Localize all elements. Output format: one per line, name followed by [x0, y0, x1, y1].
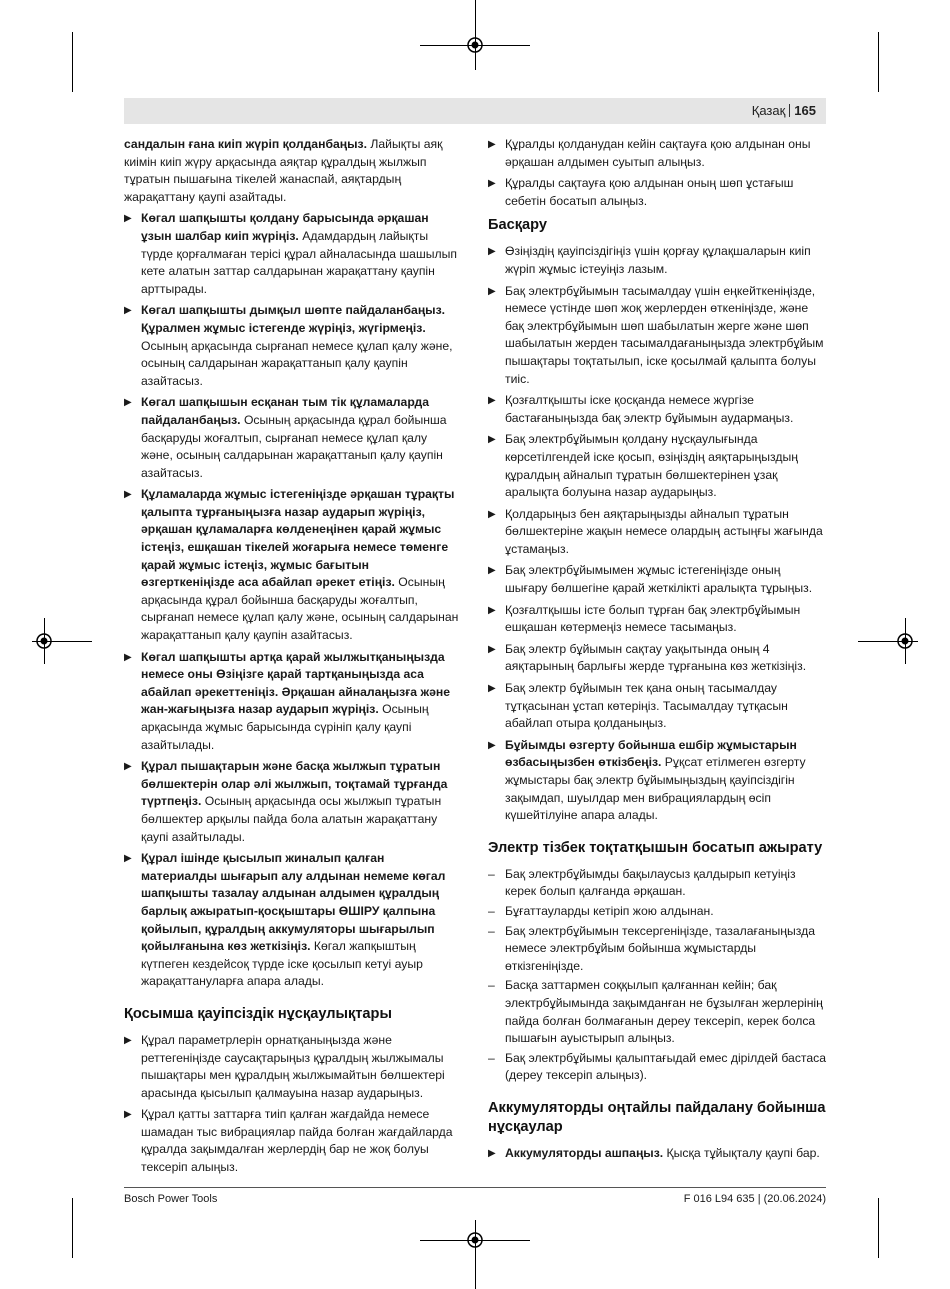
right-bullet-list-top — [488, 136, 826, 210]
bullet-arrow-icon: ▶ — [488, 434, 496, 446]
dash-text: Бақ электрбұйымы қалыптағыдай емес дірілдей бастаса (дереу тексеріп алыңыз). — [505, 1050, 827, 1083]
dash-item — [488, 866, 826, 901]
bullet-arrow-icon: ▶ — [124, 1034, 132, 1046]
dash-text: Басқа заттармен соққылып қалғаннан кейін; бақ электрбұйымында зақымданған не бұзылған жерлерінің пайда болған болмағанын дереу тексеріп, керек болса пышағын ауыстырып алыңыз. — [505, 978, 823, 1046]
dash-item — [488, 977, 826, 1047]
bullet-item — [124, 486, 462, 644]
bullet-bold-text: Көгал шапқышты қолдану барысында әрқашан ұзын шалбар киіп жүріңіз. — [141, 211, 429, 243]
intro-paragraph — [124, 136, 462, 206]
bullet-text: Бақ электр бұйымын сақтау уақытында оның 4 аяқтарының барлығы жерде тұрғанына көз жеткізіңіз. — [505, 641, 807, 674]
battery-bullet-list — [488, 1145, 826, 1163]
right-column — [488, 136, 826, 1167]
bullet-item — [124, 210, 462, 298]
bullet-arrow-icon: ▶ — [124, 853, 132, 865]
bullet-item — [124, 758, 462, 846]
bullet-item — [124, 649, 462, 755]
bullet-item — [488, 680, 826, 733]
dash-text: Бақ электрбұйымын тексергеніңізде, тазалағаныңызда немесе электрбұйым бойынша жұмыстарды өткізгеніңізде. — [505, 923, 815, 973]
header-text — [752, 103, 816, 119]
bullet-arrow-icon: ▶ — [488, 683, 496, 695]
bullet-item — [488, 136, 826, 171]
bullet-arrow-icon: ▶ — [488, 739, 496, 751]
bullet-bold-text: Құрал ішінде қысылып жиналып қалған материалды шығарып алу алдынан немеме көгал шапқышты тазалау алдынан алдымен құралдың барлық ажыратып-қосқыштары ӨШІРУ қалпына қойылып, құралдың аккумуляторы шығарылып қойылғанына көз жеткізіңіз. — [141, 851, 446, 954]
header-language: Қазақ — [751, 103, 786, 118]
footer-rule — [124, 1187, 826, 1188]
left-bullet-list-2 — [124, 1032, 462, 1177]
bullet-text: Осының арқасында сырғанап немесе құлап қалу және, осының салдарынан жарақаттанып қалу қаупін азайтасыз. — [141, 338, 453, 388]
bullet-arrow-icon: ▶ — [124, 1109, 132, 1121]
crop-mark — [72, 1198, 73, 1258]
bullet-item — [488, 283, 826, 389]
page-header — [124, 98, 826, 124]
dash-item — [488, 923, 826, 976]
bullet-text: Рұқсат етілмеген өзгерту жұмыстары бақ электр бұйымыңыздың қауіпсіздігін зақымдап, шуылдар мен вибрациялардың өсіп күшейтілуіне апара алады. — [505, 755, 806, 823]
bullet-text: Осының арқасында жұмыс барысында сүрініп қалу қаупі азайтылады. — [141, 702, 429, 752]
bullet-text: Осының арқасында құрал бойынша басқаруды жоғалтып, сырғанап немесе құлап қалу және, осының салдарынан жарақаттанып қалу қаупін азайтасыз. — [141, 412, 447, 480]
bullet-text: Бақ электр бұйымын тек қана оның тасымалдау тұтқасынан ұстап көтеріңіз. Тасымалдау тұтқасын абайлап отыра қолданыңыз. — [505, 681, 788, 731]
bullet-item — [488, 1145, 826, 1163]
bullet-bold-text: Құламаларда жұмыс істегеніңізде әрқашан тұрақты қалыпта тұрғаныңызға назар аударып жүріңіз, әрқашан құламаларға көлденеңінен қарай жұмыс істеңіз, ешқашан тікелей жоғарыға немесе төменге қарай жұмыс істеңіз, жұмыс бағытын өзгерткеніңізде аса абайлап әрекет етіңіз. — [141, 487, 455, 590]
dash-item — [488, 903, 826, 921]
bullet-arrow-icon: ▶ — [488, 139, 496, 150]
left-column — [124, 136, 462, 1181]
disconnect-dash-list — [488, 866, 826, 1085]
bullet-arrow-icon: ▶ — [488, 1147, 496, 1159]
crop-mark — [878, 32, 879, 92]
bullet-item — [488, 602, 826, 637]
bullet-text: Адамдардың лайықты түрде қорғалмаған терісі құрал айналасында шашылып кете алатын заттар салдарынан жарақаттану қаупін арттырады. — [141, 228, 457, 296]
bullet-text: Құралды сақтауға қою алдынан оның шөп ұстағыш себетін босатып алыңыз. — [505, 176, 794, 208]
bullet-item — [124, 302, 462, 390]
header-separator — [789, 104, 790, 117]
bullet-text: Қысқа тұйықталу қаупі бар. — [663, 1145, 820, 1160]
bullet-arrow-icon: ▶ — [124, 651, 132, 663]
footer-brand: Bosch Power Tools — [124, 1193, 218, 1205]
bullet-item — [488, 562, 826, 597]
bullet-arrow-icon: ▶ — [124, 213, 132, 225]
registration-mark-icon — [465, 1230, 485, 1250]
left-bullet-list — [124, 210, 462, 991]
dash-marker: – — [488, 903, 495, 918]
bullet-item — [124, 1106, 462, 1176]
dash-text: Бұғаттауларды кетіріп жою алдынан. — [505, 903, 714, 918]
bullet-item — [488, 641, 826, 676]
bullet-text: Бақ электрбұйымын қолдану нұсқаулығында көрсетілгендей іске қосып, өзіңіздің аяқтарыңыздың құралдың айналып тұратын бөлшектерінен ұзақ аралықта болуына назар аударыңыз. — [505, 432, 798, 500]
bullet-arrow-icon: ▶ — [488, 178, 496, 190]
bullet-bold-text: Аккумуляторды ашпаңыз. — [505, 1145, 664, 1160]
control-bullet-list — [488, 243, 826, 824]
bullet-arrow-icon: ▶ — [488, 643, 496, 655]
bullet-text: Көгал жапқыштың күтпеген кездейсоқ түрде іске қосылып кетуі ауыр жарақаттануларға апара алады. — [141, 939, 423, 989]
bullet-text: Құралды қолданудан кейін сақтауға қою алдынан оны әрқашан алдымен суытып алыңыз. — [505, 137, 811, 169]
bullet-item — [488, 431, 826, 501]
bullet-text: Бақ электрбұйымымен жұмыс істегеніңізде оның шығару бөлшегіне қарай жеткілікті аралықта тұрыңыз. — [505, 563, 813, 596]
bullet-text: Құрал параметрлерін орнатқаныңызда және реттегеніңізде саусақтарыңыз құралдың жылжымалы пышақтары мен құралдың жылжымайтын бөлшектері арасында қысылып қалмауына назар аударыңыз. — [141, 1032, 445, 1100]
bullet-text: Осының арқасында осы жылжып тұратын бөлшектер арқылы пайда бола алатын жарақаттану қаупі азайтылады. — [141, 794, 442, 844]
bullet-item — [124, 394, 462, 482]
registration-mark-icon — [465, 35, 485, 55]
bullet-bold-text: Құрал пышақтарын және басқа жылжып тұратын бөлшектерін олар әлі жылжып, тоқтамай тұрғанда түртпеңіз. — [141, 759, 448, 809]
crop-mark — [72, 32, 73, 92]
bullet-arrow-icon: ▶ — [488, 604, 496, 616]
bullet-item — [488, 175, 826, 210]
bullet-arrow-icon: ▶ — [488, 565, 496, 577]
bullet-bold-text: Бұйымды өзгерту бойынша ешбір жұмыстарын өзбасыңызбен өткізбеңіз. — [505, 737, 797, 770]
footer-doc-number: F 016 L94 635 | (20.06.2024) — [683, 1193, 826, 1205]
bullet-item — [124, 850, 462, 991]
bullet-item — [488, 392, 826, 427]
dash-marker: – — [488, 1050, 495, 1065]
bullet-arrow-icon: ▶ — [488, 395, 496, 407]
bullet-text: Осының арқасында құрал бойынша басқаруды жоғалтып, сырғанап немесе құлап қалу және, осының салдарынан жарақаттанып қалу қаупін азайтасыз. — [141, 575, 459, 643]
dash-marker: – — [488, 866, 495, 881]
registration-mark-icon — [895, 631, 915, 651]
page-number: 165 — [794, 103, 816, 118]
crop-mark — [878, 1198, 879, 1258]
bullet-arrow-icon: ▶ — [488, 285, 496, 297]
bullet-item — [124, 1032, 462, 1102]
dash-text: Бақ электрбұйымды бақылаусыз қалдырып кетуіңіз керек болып қалғанда әрқашан. — [505, 866, 796, 899]
section-title-control: Басқару — [488, 217, 547, 234]
bullet-text: Қозғалтқышы істе болып тұрған бақ электрбұйымын ешқашан көтермеңіз немесе тасымаңыз. — [505, 602, 801, 635]
bullet-bold-text: Көгал шапқышты дымқыл шөпте пайдаланбаңыз. Құралмен жұмыс істегенде жүріңіз, жүгірмеңіз. — [141, 303, 446, 335]
bullet-item — [488, 243, 826, 278]
registration-mark-icon — [34, 631, 54, 651]
section-title-battery: Аккумуляторды оңтайлы пайдалану бойынша нұсқаулар — [488, 1099, 826, 1135]
dash-marker: – — [488, 923, 495, 938]
bullet-arrow-icon: ▶ — [124, 397, 132, 409]
bullet-text: Өзіңіздің қауіпсіздігіңіз үшін қорғау құлақшаларын киіп жүріп жұмыс істеуіңіз лазым. — [505, 244, 811, 276]
bullet-item — [488, 506, 826, 559]
bullet-text: Қозғалтқышты іске қосқанда немесе жүргізе бастағаныңызда бақ электр бұйымын аудармаңыз. — [505, 393, 794, 425]
bullet-arrow-icon: ▶ — [488, 508, 496, 520]
bullet-arrow-icon: ▶ — [124, 761, 132, 773]
bullet-text: Құрал қатты заттарға тиіп қалған жағдайда немесе шамадан тыс вибрациялар пайда болған жағдайларда құралда зақымдалған жерлердің бар не жоқ болуы тексеріп алыңыз. — [141, 1107, 453, 1175]
bullet-text: Бақ электрбұйымын тасымалдау үшін еңкейткеніңізде, немесе үстінде шөп жоқ жерлерден өткеніңізде, және бақ электрбұйымын шөп шабылатын жерге және шөп шабылатын жерден тасымалдағаныңызда электрбұйым пышақтары тоқтатылып, іске қосылмай қалыпта болуы тиіс. — [505, 283, 824, 386]
bullet-arrow-icon: ▶ — [124, 489, 132, 501]
bullet-item — [488, 737, 826, 825]
bullet-bold-text: Көгал шапқышты артқа қарай жылжытқаныңызда немесе оны Өзіңізге қарай тартқаныңызда аса абайлап әрекеттеніңіз. Әрқашан айналаңызға және жан-жағыңызға назар аударып жүріңіз. — [141, 649, 451, 717]
section-title-disconnect: Электр тізбек тоқтатқышын босатып ажырату — [488, 839, 823, 856]
bullet-arrow-icon: ▶ — [124, 305, 132, 317]
bullet-arrow-icon: ▶ — [488, 246, 496, 258]
section-title-additional-safety: Қосымша қауіпсіздік нұсқаулықтары — [124, 1005, 392, 1022]
dash-marker: – — [488, 978, 495, 993]
intro-bold: сандалын ғана киіп жүріп қолданбаңыз. — [124, 137, 367, 151]
bullet-bold-text: Көгал шапқышын есқанан тым тік құламаларда пайдаланбаңыз. — [141, 395, 429, 427]
bullet-text: Қолдарыңыз бен аяқтарыңызды айналып тұратын бөлшектеріне жақын немесе олардың астыңғы жағында ұстамаңыз. — [505, 506, 823, 556]
dash-item — [488, 1050, 826, 1085]
intro-text: Лайықты аяқ киімін киіп жүру арқасында аяқтар құралдың жылжып тұратын пышағына тікелей жанаспай, аяқтардың жарақаттану қаупі азайтады. — [124, 137, 443, 204]
